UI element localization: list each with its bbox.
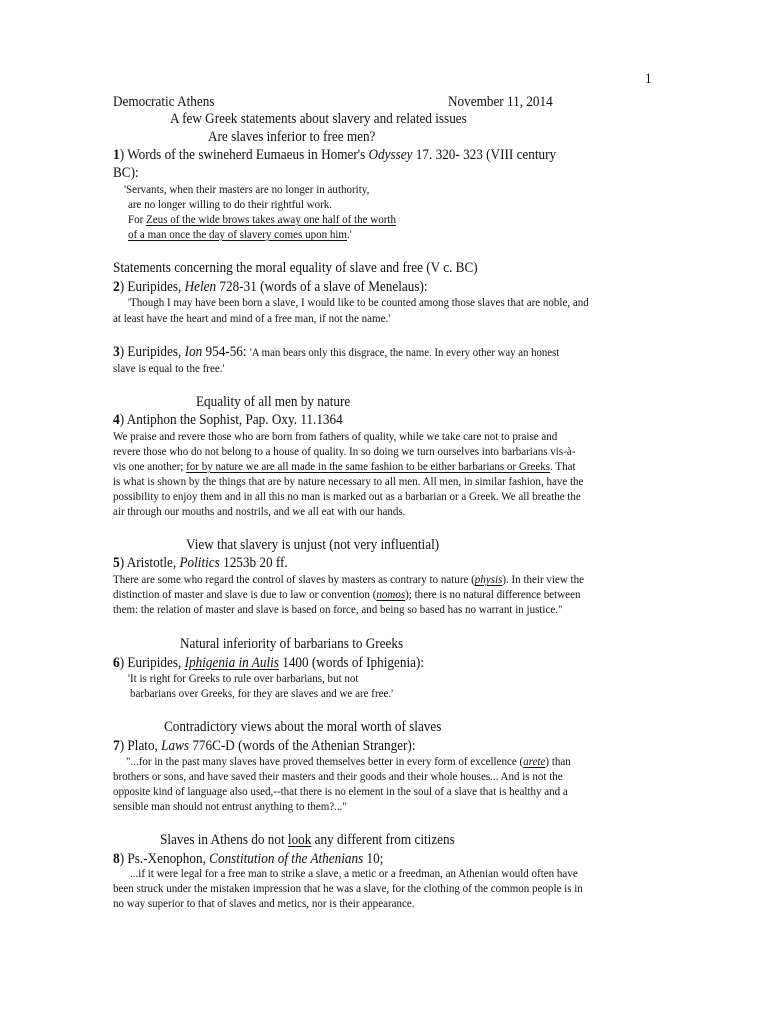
s4-number: 4 — [113, 412, 120, 428]
s1-quote-line: For Zeus of the wide brows takes away one half of the worth — [128, 213, 396, 226]
s8-number: 8 — [113, 851, 120, 867]
s3-work: Ion — [184, 344, 203, 360]
s5-number: 5 — [113, 555, 120, 571]
page-number: 1 — [645, 71, 652, 87]
s4-text-line: revere those who do not belong to a house of quality. In so doing we turn ourselves into barbarians vis-à- — [113, 445, 576, 458]
s4-heading: 4) Antiphon the Sophist, Pap. Oxy. 11.1364 — [113, 412, 343, 428]
s8-text-line: been struck under the mistaken impression that he was a slave, for the clothing of the common people is in — [113, 882, 583, 895]
course-title: Democratic Athens — [113, 94, 215, 110]
section-heading-moral-equality: Statements concerning the moral equality of slave and free (V c. BC) — [113, 260, 478, 276]
s7-text-line: "...for in the past many slaves have proved themselves better in every form of excellence (arete) than — [126, 755, 571, 768]
s4-text-line: possibility to enjoy them and in all this no man is marked out as a barbarian or a Greek. We all breathe the — [113, 490, 581, 503]
s5-text-line: There are some who regard the control of slaves by masters as contrary to nature (physis). In their view the — [113, 573, 585, 586]
section-heading-look: Slaves in Athens do not look any different from citizens — [160, 832, 455, 848]
s7-text-line: opposite kind of language also used,--that there is no element in the soul of a slave that is healthy and a — [113, 785, 568, 798]
s6-quote-line: 'It is right for Greeks to rule over barbarians, but not — [128, 672, 359, 685]
s8-text-line: no way superior to that of slaves and metics, nor is their appearance. — [113, 897, 415, 910]
s7-work: Laws — [161, 738, 190, 754]
s2-text-line: 'Though I may have been born a slave, I would like to be counted among those slaves that are noble, and — [128, 296, 589, 309]
s4-text-line: vis one another; for by nature we are all made in the same fashion to be either barbarians or Greeks. That — [113, 460, 576, 473]
s1-quote-line: 'Servants, when their masters are no longer in authority, — [124, 183, 370, 196]
s1-work: Odyssey — [368, 147, 413, 163]
s2-text-line: at least have the heart and mind of a free man, if not the name.' — [113, 312, 391, 325]
s5-term-nomos: nomos — [376, 588, 406, 601]
s8-heading: 8) Ps.-Xenophon, Constitution of the Athenians 10; — [113, 851, 384, 867]
s1-heading-cont: BC): — [113, 165, 139, 181]
s4-text-line: We praise and revere those who are born from fathers of quality, while we take care not to praise and — [113, 430, 558, 443]
s3-number: 3 — [113, 344, 120, 360]
s7-text-line: sensible man should not entrust anything to them?..." — [113, 800, 347, 813]
s1-heading: 1) Words of the swineherd Eumaeus in Homer's Odyssey 17. 320- 323 (VIII century — [113, 147, 557, 163]
section-heading-barbarians: Natural inferiority of barbarians to Greeks — [180, 636, 404, 652]
s4-underlined-text: for by nature we are all made in the same fashion to be either barbarians or Greeks — [186, 460, 551, 473]
look-underlined-word: look — [287, 832, 312, 848]
s6-heading: 6) Euripides, Iphigenia in Aulis 1400 (words of Iphigenia): — [113, 655, 425, 671]
s7-text-line: brothers or sons, and have saved their masters and their goods and their whole houses... And is not the — [113, 770, 563, 783]
s4-text-line: is what is shown by the things that are by nature necessary to all men. All men, in similar fashion, have the — [113, 475, 584, 488]
section-heading-unjust: View that slavery is unjust (not very influential) — [186, 537, 440, 553]
s2-heading: 2) Euripides, Helen 728-31 (words of a slave of Menelaus): — [113, 279, 428, 295]
s1-quote-line: of a man once the day of slavery comes upon him.' — [128, 228, 352, 241]
document-question: Are slaves inferior to free men? — [208, 129, 376, 145]
s5-text-line: distinction of master and slave is due to law or convention (nomos); there is no natural difference between — [113, 588, 581, 601]
s1-underlined-text: Zeus of the wide brows takes away one half of the worth — [146, 213, 396, 226]
document-date: November 11, 2014 — [448, 94, 553, 110]
s5-heading: 5) Aristotle, Politics 1253b 20 ff. — [113, 555, 288, 571]
s5-text-line: them: the relation of master and slave is based on force, and being so based has no warrant in justice." — [113, 603, 563, 616]
s6-work: Iphigenia in Aulis — [184, 655, 279, 671]
s4-text-line: air through our mouths and nostrils, and we all eat with our hands. — [113, 505, 406, 518]
document-title: A few Greek statements about slavery and related issues — [170, 111, 467, 127]
s6-number: 6 — [113, 655, 120, 671]
s1-underlined-text: of a man once the day of slavery comes upon him — [128, 228, 348, 241]
s8-text-line: ...if it were legal for a free man to strike a slave, a metic or a freedman, an Athenian would often have — [130, 867, 578, 880]
s1-quote-line: are no longer willing to do their rightful work. — [128, 198, 333, 211]
s7-heading: 7) Plato, Laws 776C-D (words of the Athenian Stranger): — [113, 738, 416, 754]
s5-term-physis: physis — [474, 573, 503, 586]
s6-quote-line: barbarians over Greeks, for they are slaves and we are free.' — [130, 687, 394, 700]
s7-term-arete: arete — [523, 755, 546, 768]
s2-work: Helen — [184, 279, 217, 295]
s3-text-line: slave is equal to the free.' — [113, 362, 225, 375]
section-heading-equality: Equality of all men by nature — [196, 394, 351, 410]
s3-heading: 3) Euripides, Ion 954-56: 'A man bears only this disgrace, the name. In every other way an honest — [113, 344, 560, 360]
s7-number: 7 — [113, 738, 120, 754]
section-heading-contradictory: Contradictory views about the moral worth of slaves — [164, 719, 442, 735]
s1-number: 1 — [113, 147, 120, 163]
s8-work: Constitution of the Athenians — [209, 851, 364, 867]
s3-text-inline: 'A man bears only this disgrace, the name. In every other way an honest — [249, 346, 560, 359]
s2-number: 2 — [113, 279, 120, 295]
s5-work: Politics — [179, 555, 220, 571]
